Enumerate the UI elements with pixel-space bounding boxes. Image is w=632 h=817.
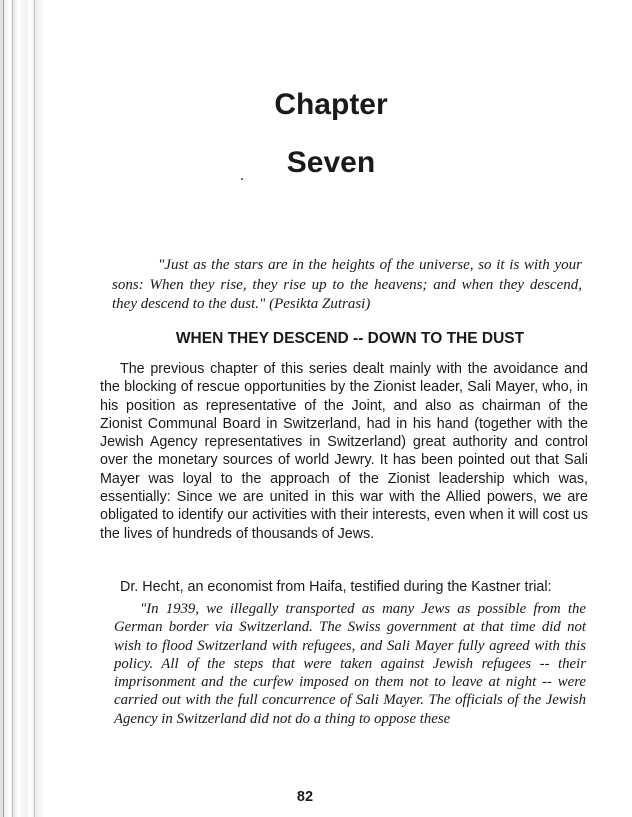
body-paragraph: The previous chapter of this series dealt mainly with the avoidance and the blocking of rescue opportunities by the Zionist leader, Sali Mayer, who, in his position as representative of the Joint, and also as chairman of the Zionist Communal Board in Switzerland, had in his hand (together with the Jewish Agency representatives in Switzerland) great authority and control over the monetary sources of world Jewry. It has been pointed out that Sali Mayer was loyal to the approach of the Zionist leadership which was, essentially: Since we are united in this war with the Allied powers, we are obligated to identify our activities with their interests, even when it will cost us the lives of hundreds of thousands of Jews. xyxy=(100,361,588,542)
chapter-title-line-1: Chapter xyxy=(274,88,388,121)
section-heading: WHEN THEY DESCEND -- DOWN TO THE DUST xyxy=(175,330,525,347)
binding-shadow-line xyxy=(12,0,13,817)
chapter-title-line-2: Seven xyxy=(286,146,376,179)
testimony-quote: "In 1939, we illegally transported as many Jews as possible from the German border via Switzerland. The Swiss government at that time did not wish to flood Switzerland with refugees, and Sali Mayer fully agreed with this policy. All of the steps that were taken against Jewish refugees -- their imprisonment and the curfew imposed on them not to leave at night -- were carried out with the full concurrence of Sali Mayer. The officials of the Jewish Agency in Switzerland did not do a thing to oppose these xyxy=(114,601,586,727)
body-paragraph: Dr. Hecht, an economist from Haifa, testified during the Kastner trial: xyxy=(120,579,552,595)
scan-speck xyxy=(241,178,243,180)
scanned-page-edge xyxy=(0,0,44,817)
epigraph: "Just as the stars are in the heights of the universe, so it is with your sons: When they rise, they rise up to the heavens; and when they descend, they descend to the dust." (Pesikta Zutrasi) xyxy=(112,257,582,312)
binding-shadow-line xyxy=(34,0,35,817)
page-number: 82 xyxy=(296,789,314,805)
binding-shadow-line xyxy=(3,0,4,817)
